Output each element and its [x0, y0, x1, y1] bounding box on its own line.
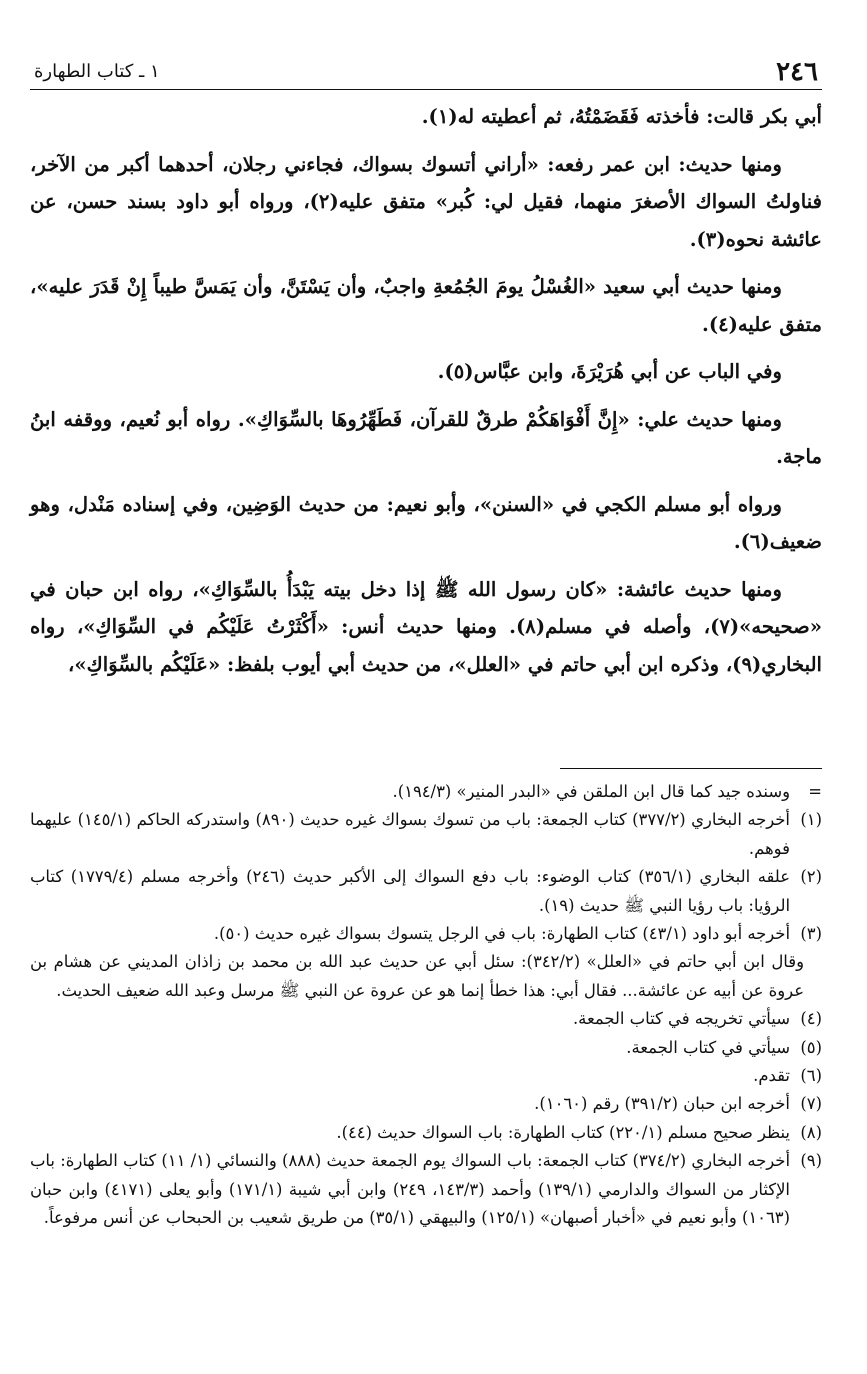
footnote-number: (٩) — [800, 1151, 822, 1171]
footnote — [30, 1062, 822, 1090]
footnote-continuation — [30, 948, 822, 1005]
chapter-title: ١ ـ كتاب الطهارة — [34, 61, 160, 82]
footnote-number: (٤) — [800, 1009, 822, 1029]
footnotes — [30, 778, 822, 1233]
footnote — [30, 1147, 822, 1232]
footnote — [30, 778, 822, 806]
footnote-number: (٣) — [800, 924, 822, 944]
footnote-number: (٨) — [800, 1122, 822, 1142]
footnote-number: (٥) — [800, 1037, 822, 1057]
page-number: ٢٤٦ — [776, 57, 818, 87]
paragraph: ومنها حديث عائشة: «كان رسول الله ﷺ إذا دخل بيته يَبْدَأُ بالسِّوَاكِ»، رواه ابن حبان في «صحيحه»(٧)، وأصله في مسلم(٨). ومنها حديث أنس: «أَكْثَرْتُ عَلَيْكُم في السِّوَاكِ»، رواه البخاري(٩)، وذكره ابن أبي حاتم في «العلل»، من حديث أبي أيوب بلفظ: «عَلَيْكُم بالسِّوَاكِ»، — [30, 577, 822, 676]
footnote — [30, 1119, 822, 1147]
footnote-number: (٢) — [800, 867, 822, 887]
footnote-text: أخرجه ابن حبان (٣٩١/٢) رقم (١٠٦٠). — [534, 1094, 790, 1114]
footnote-number: (٧) — [800, 1094, 822, 1114]
footnote-text: وقال ابن أبي حاتم في «العلل» (٣٤٢/٢): سئل أبي عن حديث عبد الله بن محمد بن زاذان المديني عن هشام بن عروة عن أبيه عن عائشة... فقال أبي: هذا خطأ إنما هو عن عروة عن النبي ﷺ مرسل وعبد الله ضعيف الحديث. — [30, 952, 804, 1000]
footnote — [30, 1034, 822, 1062]
paragraph: ومنها حديث أبي سعيد «الغُسْلُ يومَ الجُمُعةِ واجبٌ، وأن يَسْتَنَّ، وأن يَمَسَّ طيباً إِنْ قَدَرَ عليه»، متفق عليه(٤). — [30, 275, 822, 336]
footnote-number: = — [808, 782, 822, 801]
footnote-text: أخرجه البخاري (٣٧٤/٢) كتاب الجمعة: باب السواك يوم الجمعة حديث (٨٨٨) والنسائي (١/ ١١) كتاب الطهارة: باب الإكثار من السواك والدارمي (١٣٩/١) وأحمد (١٤٣/٣، ٢٤٩) وابن أبي شيبة (١٧١/١) وأبو يعلى (٤١٧١) وابن حبان (١٠٦٣) وأبو نعيم في «أخبار أصبهان» (١٢٥/١) والبيهقي (٣٥/١) من طريق شعيب بن الحبحاب عن أنس مرفوعاً. — [30, 1151, 790, 1228]
book-page — [30, 0, 822, 1374]
footnote-text: علقه البخاري (٣٥٦/١) كتاب الوضوء: باب دفع السواك إلى الأكبر حديث (٢٤٦) وأخرجه مسلم (١٧٧٩/٤) كتاب الرؤيا: باب رؤيا النبي ﷺ حديث (١٩). — [30, 867, 790, 915]
footnote — [30, 1090, 822, 1118]
main-text — [30, 98, 822, 693]
paragraph: ورواه أبو مسلم الكجي في «السنن»، وأبو نعيم: من حديث الوَضِين، وفي إسناده مَنْدل، وهو ضعيف(٦). — [30, 492, 822, 553]
footnote-number: (١) — [800, 810, 822, 830]
footnote-text: سيأتي في كتاب الجمعة. — [626, 1037, 790, 1057]
paragraph: وفي الباب عن أبي هُرَيْرَةَ، وابن عبَّاس(٥). — [437, 360, 782, 383]
footnote — [30, 863, 822, 920]
footnote-text: سيأتي تخريجه في كتاب الجمعة. — [572, 1009, 790, 1029]
paragraph: أبي بكر قالت: فأخذته فَقَضَمْتُهُ، ثم أعطيته له(١). — [421, 105, 822, 128]
footnote-text: أخرجه أبو داود (٤٣/١) كتاب الطهارة: باب في الرجل يتسوك بسواك غيره حديث (٥٠). — [213, 924, 790, 944]
footnote-text: أخرجه البخاري (٣٧٧/٢) كتاب الجمعة: باب من تسوك بسواك غيره حديث (٨٩٠) واستدركه الحاكم (١٤٥/١) عليهما فوهم. — [30, 810, 790, 858]
footnote-text: تقدم. — [753, 1066, 790, 1086]
paragraph: ومنها حديث: ابن عمر رفعه: «أراني أتسوك بسواك، فجاءني رجلان، أحدهما أكبر من الآخر، فناولتُ السواك الأصغرَ منهما، فقيل لي: كُبر» متفق عليه(٢)، ورواه أبو داود بسند حسن، عن عائشة نحوه(٣). — [30, 152, 822, 251]
footnote-number: (٦) — [800, 1066, 822, 1086]
paragraph: ومنها حديث علي: «إِنَّ أَفْوَاهَكُمْ طرقٌ للقرآن، فَطَهِّرُوهَا بالسِّوَاكِ». رواه أبو نُعيم، ووقفه ابنُ ماجة. — [30, 407, 822, 468]
footnote — [30, 1005, 822, 1033]
footnote — [30, 806, 822, 863]
footnote-text: ينظر صحيح مسلم (٢٢٠/١) كتاب الطهارة: باب السواك حديث (٤٤). — [336, 1122, 790, 1142]
footnote — [30, 920, 822, 948]
footnote-separator — [560, 768, 822, 769]
footnote-text: وسنده جيد كما قال ابن الملقن في «البدر المنير» (١٩٤/٣). — [392, 782, 790, 801]
running-header — [30, 55, 822, 90]
